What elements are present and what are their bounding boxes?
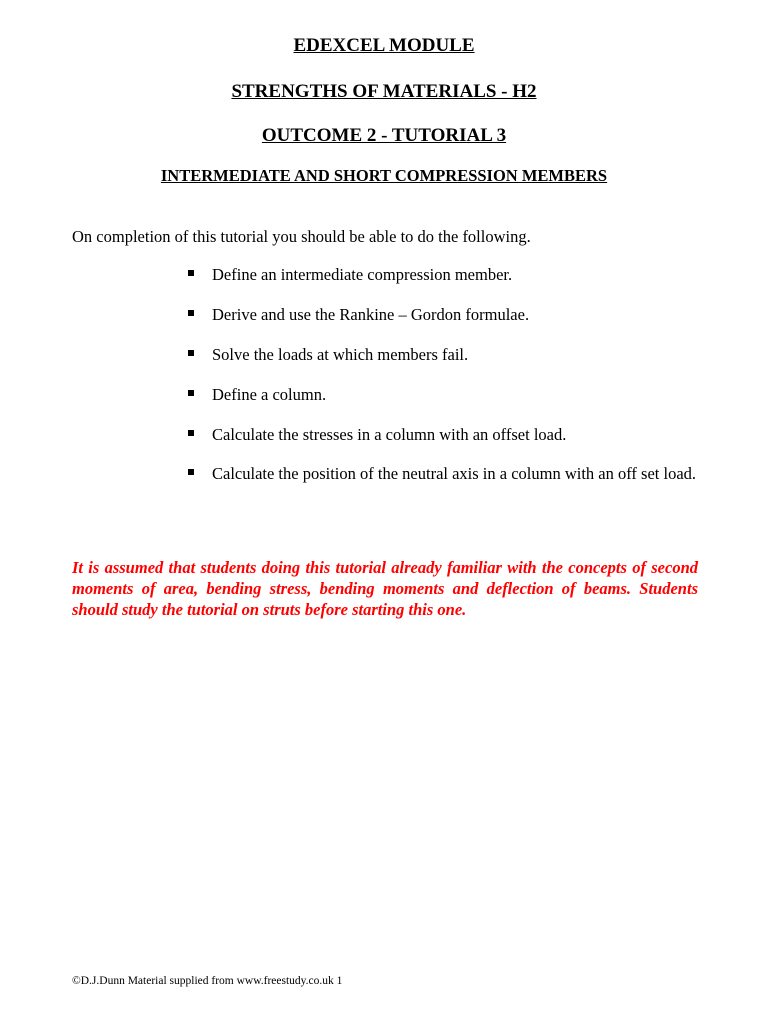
square-bullet-icon <box>188 350 194 356</box>
objective-text: Define a column. <box>212 385 327 404</box>
objective-text: Define an intermediate compression member. <box>212 265 513 284</box>
outcome-heading: OUTCOME 2 - TUTORIAL 3 <box>261 125 507 146</box>
list-item <box>188 384 698 405</box>
list-item <box>188 304 698 325</box>
objective-text: Calculate the position of the neutral axis in a column with an off set load. <box>212 464 697 483</box>
intro-paragraph: On completion of this tutorial you should be able to do the following. <box>72 227 531 246</box>
module-heading: EDEXCEL MODULE <box>293 35 475 56</box>
square-bullet-icon <box>188 270 194 276</box>
topic-heading: INTERMEDIATE AND SHORT COMPRESSION MEMBERS <box>160 166 608 185</box>
list-item <box>188 264 698 285</box>
square-bullet-icon <box>188 310 194 316</box>
page-footer: ©D.J.Dunn Material supplied from www.freestudy.co.uk 1 <box>72 975 343 987</box>
list-item <box>188 344 698 365</box>
objective-text: Solve the loads at which members fail. <box>212 345 469 364</box>
square-bullet-icon <box>188 469 194 475</box>
square-bullet-icon <box>188 430 194 436</box>
objective-text: Calculate the stresses in a column with an offset load. <box>212 425 567 444</box>
square-bullet-icon <box>188 390 194 396</box>
prerequisite-note: It is assumed that students doing this tutorial already familiar with the concepts of second moments of area, bending stress, bending moments and deflection of beams. Students should study the tutorial on struts before starting this one. <box>72 558 698 619</box>
subject-heading: STRENGTHS OF MATERIALS - H2 <box>231 81 537 102</box>
list-item <box>188 463 698 484</box>
list-item <box>188 424 698 445</box>
objective-text: Derive and use the Rankine – Gordon formulae. <box>212 305 530 324</box>
